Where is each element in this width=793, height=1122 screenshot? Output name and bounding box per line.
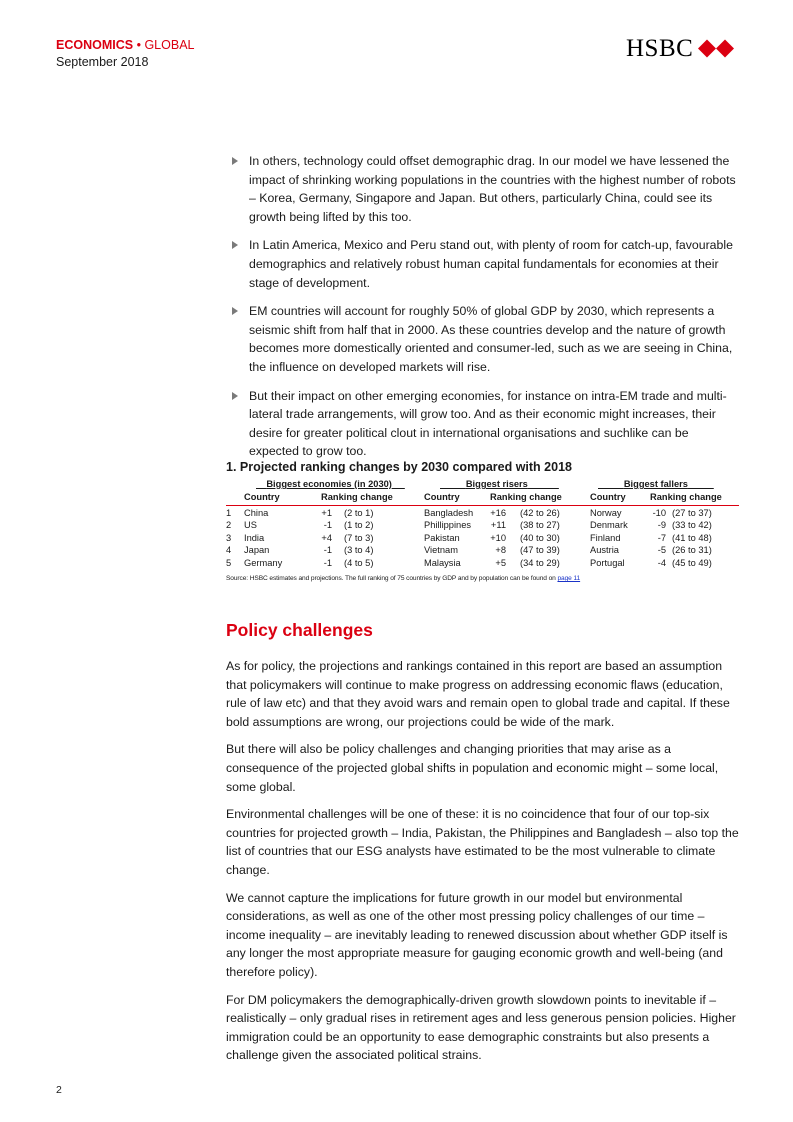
- paragraph: But there will also be policy challenges and changing priorities that may arise as a consequence of the projected global shifts in population and economic might – some local, some global.: [226, 742, 719, 794]
- bullet-text: But their impact on other emerging economies, for instance on intra-EM trade and multi-lateral trade arrangements, will grow too. And as their economic might increases, their desire for greater political clout in international organisations and suchlike can be expected to grow too.: [249, 388, 727, 459]
- range-cell: (40 to 30): [520, 532, 560, 543]
- rank-cell: 4: [226, 545, 232, 556]
- table-row: [226, 532, 739, 544]
- table-row: [226, 519, 739, 531]
- country-cell: Japan: [244, 545, 270, 556]
- range-cell: (34 to 29): [520, 557, 560, 568]
- hsbc-logo: [626, 36, 734, 61]
- range-cell: (4 to 5): [344, 557, 374, 568]
- country-cell: Norway: [590, 508, 622, 518]
- triangle-bullet-icon: [232, 241, 238, 249]
- change-cell: -1: [323, 545, 332, 556]
- bullet-text: In Latin America, Mexico and Peru stand out, with plenty of room for catch-up, favourable demographics and relatively robust human capital fundamentals for economies at their stage of development.: [249, 238, 733, 290]
- header-region: GLOBAL: [144, 38, 195, 52]
- country-cell: Portugal: [590, 557, 625, 568]
- change-cell: +4: [321, 532, 332, 543]
- triangle-bullet-icon: [232, 392, 238, 400]
- bullet-item: [230, 236, 740, 292]
- paragraph: As for policy, the projections and rankings contained in this report are based an assumption that policymakers will continue to make progress on addressing economic flaws (education, rule of law etc) and that they avoid wars and remain open to global trade and capital. If these bold assumptions are wrong, our projections could be wide of the mark.: [226, 659, 730, 729]
- group-header-economies: Biggest economies (in 2030): [266, 479, 392, 489]
- header-date: September 2018: [56, 55, 149, 69]
- change-cell: -7: [657, 532, 666, 543]
- country-cell: Bangladesh: [424, 508, 474, 518]
- change-cell: +1: [321, 508, 332, 518]
- column-header: Ranking change: [490, 492, 562, 502]
- column-header: Ranking change: [321, 492, 393, 502]
- range-cell: (38 to 27): [520, 520, 560, 531]
- country-cell: China: [244, 508, 269, 518]
- paragraph: Environmental challenges will be one of these: it is no coincidence that four of our top-six countries for projected growth – India, Pakistan, the Philippines and Bangladesh – also top the list of countries that our ESG analysts have estimated to be the most vulnerable to climate change.: [226, 807, 739, 877]
- country-cell: Austria: [590, 545, 619, 556]
- column-header: Country: [590, 492, 626, 502]
- bullet-item: [230, 302, 740, 376]
- table-source-note: [226, 575, 580, 582]
- rank-cell: 2: [226, 520, 232, 531]
- header-section-line: [56, 37, 194, 54]
- table-row: [226, 544, 739, 556]
- column-header: Country: [244, 492, 280, 502]
- country-cell: Phillippines: [424, 520, 472, 531]
- range-cell: (47 to 39): [520, 545, 560, 556]
- table-row: [226, 557, 739, 569]
- range-cell: (3 to 4): [344, 545, 374, 556]
- paragraph: For DM policymakers the demographically-driven growth slowdown points to inevitable if –realistically – only gradual rises in retirement ages and less generous pension policies. Higher immigration could be an opportunity to ease demographic constraints but also presents a challenge given the associated political strains.: [226, 992, 736, 1063]
- country-cell: Denmark: [590, 520, 628, 531]
- triangle-bullet-icon: [232, 157, 238, 165]
- change-cell: +16: [490, 508, 506, 518]
- bullet-list: [230, 152, 740, 471]
- header-separator: •: [136, 38, 141, 52]
- paragraph: We cannot capture the implications for future growth in our model but environmental considerations, as well as one of the other most pressing policy challenges of our time – income inequality – are inevitably leading to renewed discussion about whether GDP itself is any longer the most appropriate measure for gauging economic growth and well-being (and therefore policy).: [226, 890, 728, 979]
- country-cell: Vietnam: [424, 545, 458, 556]
- country-cell: Malaysia: [424, 557, 461, 568]
- change-cell: -4: [657, 557, 666, 568]
- bullet-text: EM countries will account for roughly 50% of global GDP by 2030, which represents a seismic shift from half that in 2000. As these countries develop and the nature of growth becomes more domestically oriented and consumer-led, such as we are seeing in China, the influence on developed markets will rise.: [249, 304, 733, 374]
- range-cell: (2 to 1): [344, 508, 374, 518]
- column-header: Country: [424, 492, 460, 502]
- change-cell: -1: [323, 520, 332, 531]
- change-cell: +8: [495, 545, 506, 556]
- page-number: 2: [56, 1084, 62, 1096]
- country-cell: US: [244, 520, 257, 531]
- table-title: 1. Projected ranking changes by 2030 compared with 2018: [226, 460, 572, 474]
- source-text: Source: HSBC estimates and projections. The full ranking of 75 countries by GDP and by population can be found on: [226, 575, 556, 582]
- header-block: [56, 37, 194, 71]
- country-cell: India: [244, 532, 265, 543]
- change-cell: +5: [495, 557, 506, 568]
- group-header-risers: Biggest risers: [465, 479, 528, 489]
- hexagon-logo-icon: [698, 39, 734, 58]
- section-title: Policy challenges: [226, 620, 373, 640]
- bullet-text: In others, technology could offset demographic drag. In our model we have lessened the impact of shrinking working populations in the countries with the highest number of robots – Korea, Germany, Singapore and Japan. But others, particularly China, could see its growth being lifted by this too.: [249, 154, 736, 224]
- table-row: [226, 507, 739, 519]
- body-paragraphs: [226, 657, 740, 1074]
- bullet-item: [230, 152, 740, 226]
- rank-cell: 1: [226, 508, 232, 518]
- country-cell: Germany: [244, 557, 283, 568]
- range-cell: (33 to 42): [672, 520, 712, 531]
- change-cell: +11: [490, 520, 506, 531]
- country-cell: Pakistan: [424, 532, 460, 543]
- range-cell: (41 to 48): [672, 532, 712, 543]
- range-cell: (27 to 37): [672, 508, 712, 518]
- rank-cell: 3: [226, 532, 232, 543]
- range-cell: (26 to 31): [672, 545, 712, 556]
- change-cell: -10: [652, 508, 666, 518]
- range-cell: (7 to 3): [344, 532, 374, 543]
- logo-text: HSBC: [626, 35, 694, 62]
- header-section: ECONOMICS: [56, 38, 134, 52]
- country-cell: Finland: [590, 532, 621, 543]
- group-header-fallers: Biggest fallers: [623, 479, 688, 489]
- column-header: Ranking change: [650, 492, 722, 502]
- table-header-rule: [226, 505, 739, 506]
- triangle-bullet-icon: [232, 307, 238, 315]
- change-cell: +10: [490, 532, 506, 543]
- range-cell: (42 to 26): [520, 508, 560, 518]
- rank-cell: 5: [226, 557, 232, 568]
- range-cell: (45 to 49): [672, 557, 712, 568]
- change-cell: -9: [657, 520, 666, 531]
- bullet-item: [230, 387, 740, 461]
- range-cell: (1 to 2): [344, 520, 374, 531]
- change-cell: -5: [657, 545, 666, 556]
- page-link[interactable]: page 11: [557, 575, 581, 582]
- change-cell: -1: [323, 557, 332, 568]
